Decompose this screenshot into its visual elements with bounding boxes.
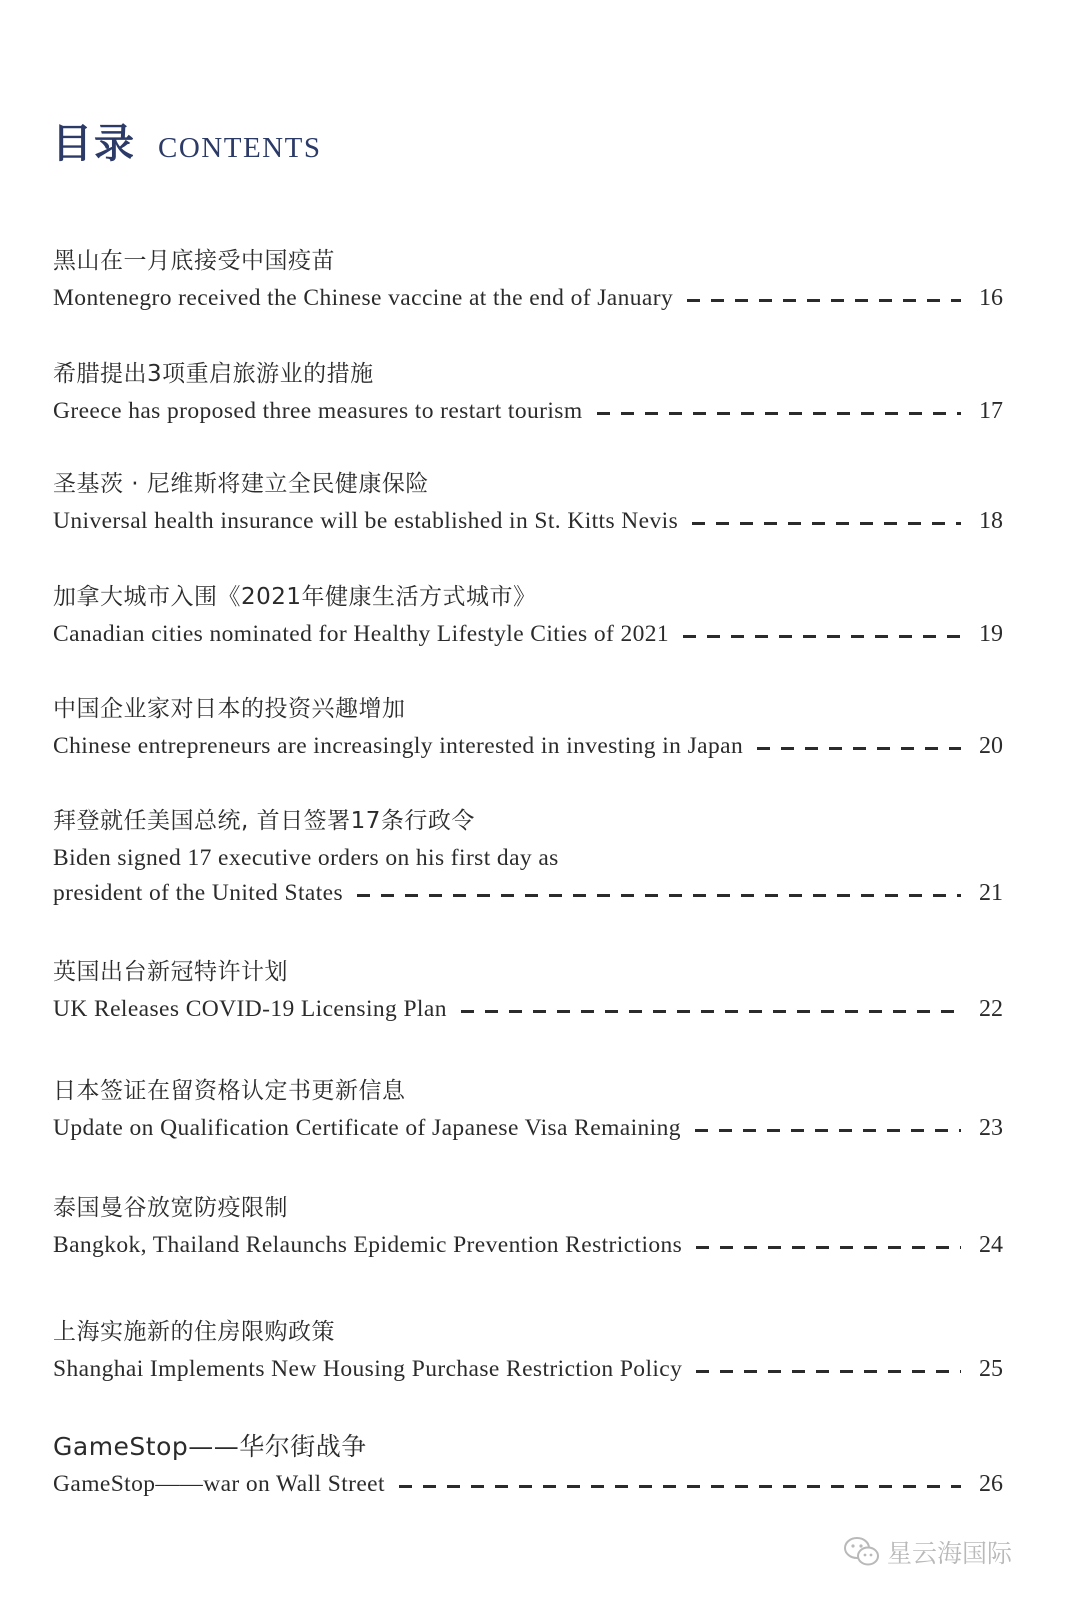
entry-title-english: Montenegro received the Chinese vaccine at the end of January	[53, 285, 674, 311]
entry-title-english-line1: Biden signed 17 executive orders on his first day as	[53, 845, 559, 871]
entry-title-chinese: 希腊提出3项重启旅游业的措施	[53, 361, 374, 387]
entry-title-chinese: 日本签证在留资格认定书更新信息	[53, 1078, 406, 1104]
entry-title-chinese: 圣基茨 · 尼维斯将建立全民健康保险	[53, 471, 429, 497]
title-english: CONTENTS	[158, 132, 322, 164]
entry-title-english: Chinese entrepreneurs are increasingly interested in investing in Japan	[53, 733, 744, 759]
page-number: 22	[979, 996, 1003, 1022]
entry-title-chinese: 黑山在一月底接受中国疫苗	[53, 248, 335, 274]
toc-entry[interactable]	[53, 469, 1003, 536]
page-number: 23	[979, 1115, 1003, 1141]
entry-title-chinese: 英国出台新冠特许计划	[53, 959, 288, 985]
contents-header	[52, 112, 321, 169]
dot-leader	[696, 1370, 961, 1373]
toc-entry[interactable]	[53, 1076, 1003, 1143]
entry-title-chinese: 中国企业家对日本的投资兴趣增加	[53, 696, 406, 722]
dot-leader	[757, 747, 961, 750]
dot-leader	[692, 522, 961, 525]
toc-entry[interactable]	[53, 806, 1003, 908]
dot-leader	[399, 1485, 961, 1488]
entry-title-english: Update on Qualification Certificate of Japanese Visa Remaining	[53, 1115, 681, 1141]
title-chinese: 目录	[52, 121, 136, 167]
watermark	[843, 1534, 1012, 1570]
toc-entry[interactable]	[53, 1317, 1003, 1384]
dot-leader	[461, 1010, 961, 1013]
entry-title-english: Universal health insurance will be established in St. Kitts Nevis	[53, 508, 679, 534]
dot-leader	[695, 1129, 961, 1132]
page-number: 20	[979, 733, 1003, 759]
dot-leader	[683, 635, 961, 638]
wechat-icon	[843, 1536, 881, 1568]
page-number: 26	[979, 1471, 1003, 1497]
entry-title-english: Bangkok, Thailand Relaunchs Epidemic Prevention Restrictions	[53, 1232, 683, 1258]
page-number: 25	[979, 1356, 1003, 1382]
page-number: 18	[979, 508, 1003, 534]
entry-title-english: GameStop——war on Wall Street	[53, 1471, 385, 1497]
page-number: 19	[979, 621, 1003, 647]
dot-leader	[357, 894, 961, 897]
entry-title-chinese: 上海实施新的住房限购政策	[53, 1319, 335, 1345]
page-number: 17	[979, 398, 1003, 424]
dot-leader	[597, 412, 961, 415]
entry-title-english: UK Releases COVID-19 Licensing Plan	[53, 996, 447, 1022]
entry-title-english: Shanghai Implements New Housing Purchase Restriction Policy	[53, 1356, 683, 1382]
toc-entry[interactable]	[53, 694, 1003, 761]
watermark-text: 星云海国际	[886, 1539, 1012, 1568]
page-number: 21	[979, 880, 1003, 906]
entry-title-chinese: 泰国曼谷放宽防疫限制	[53, 1195, 288, 1221]
entry-title-english: Greece has proposed three measures to restart tourism	[53, 398, 583, 424]
page-number: 24	[979, 1232, 1003, 1258]
toc-entry[interactable]	[53, 1432, 1003, 1499]
toc-entry[interactable]	[53, 1193, 1003, 1260]
dot-leader	[687, 299, 961, 302]
page-number: 16	[979, 285, 1003, 311]
toc-entry[interactable]	[53, 582, 1003, 649]
entry-title-chinese: 拜登就任美国总统, 首日签署17条行政令	[53, 808, 475, 834]
toc-entry[interactable]	[53, 359, 1003, 426]
toc-entry[interactable]	[53, 246, 1003, 313]
entry-title-chinese: 加拿大城市入围《2021年健康生活方式城市》	[53, 584, 537, 610]
dot-leader	[696, 1246, 961, 1249]
entry-title-chinese: GameStop——华尔街战争	[53, 1432, 367, 1461]
toc-entry[interactable]	[53, 957, 1003, 1024]
entry-title-english: Canadian cities nominated for Healthy Lifestyle Cities of 2021	[53, 621, 670, 647]
entry-title-english: president of the United States	[53, 880, 344, 906]
